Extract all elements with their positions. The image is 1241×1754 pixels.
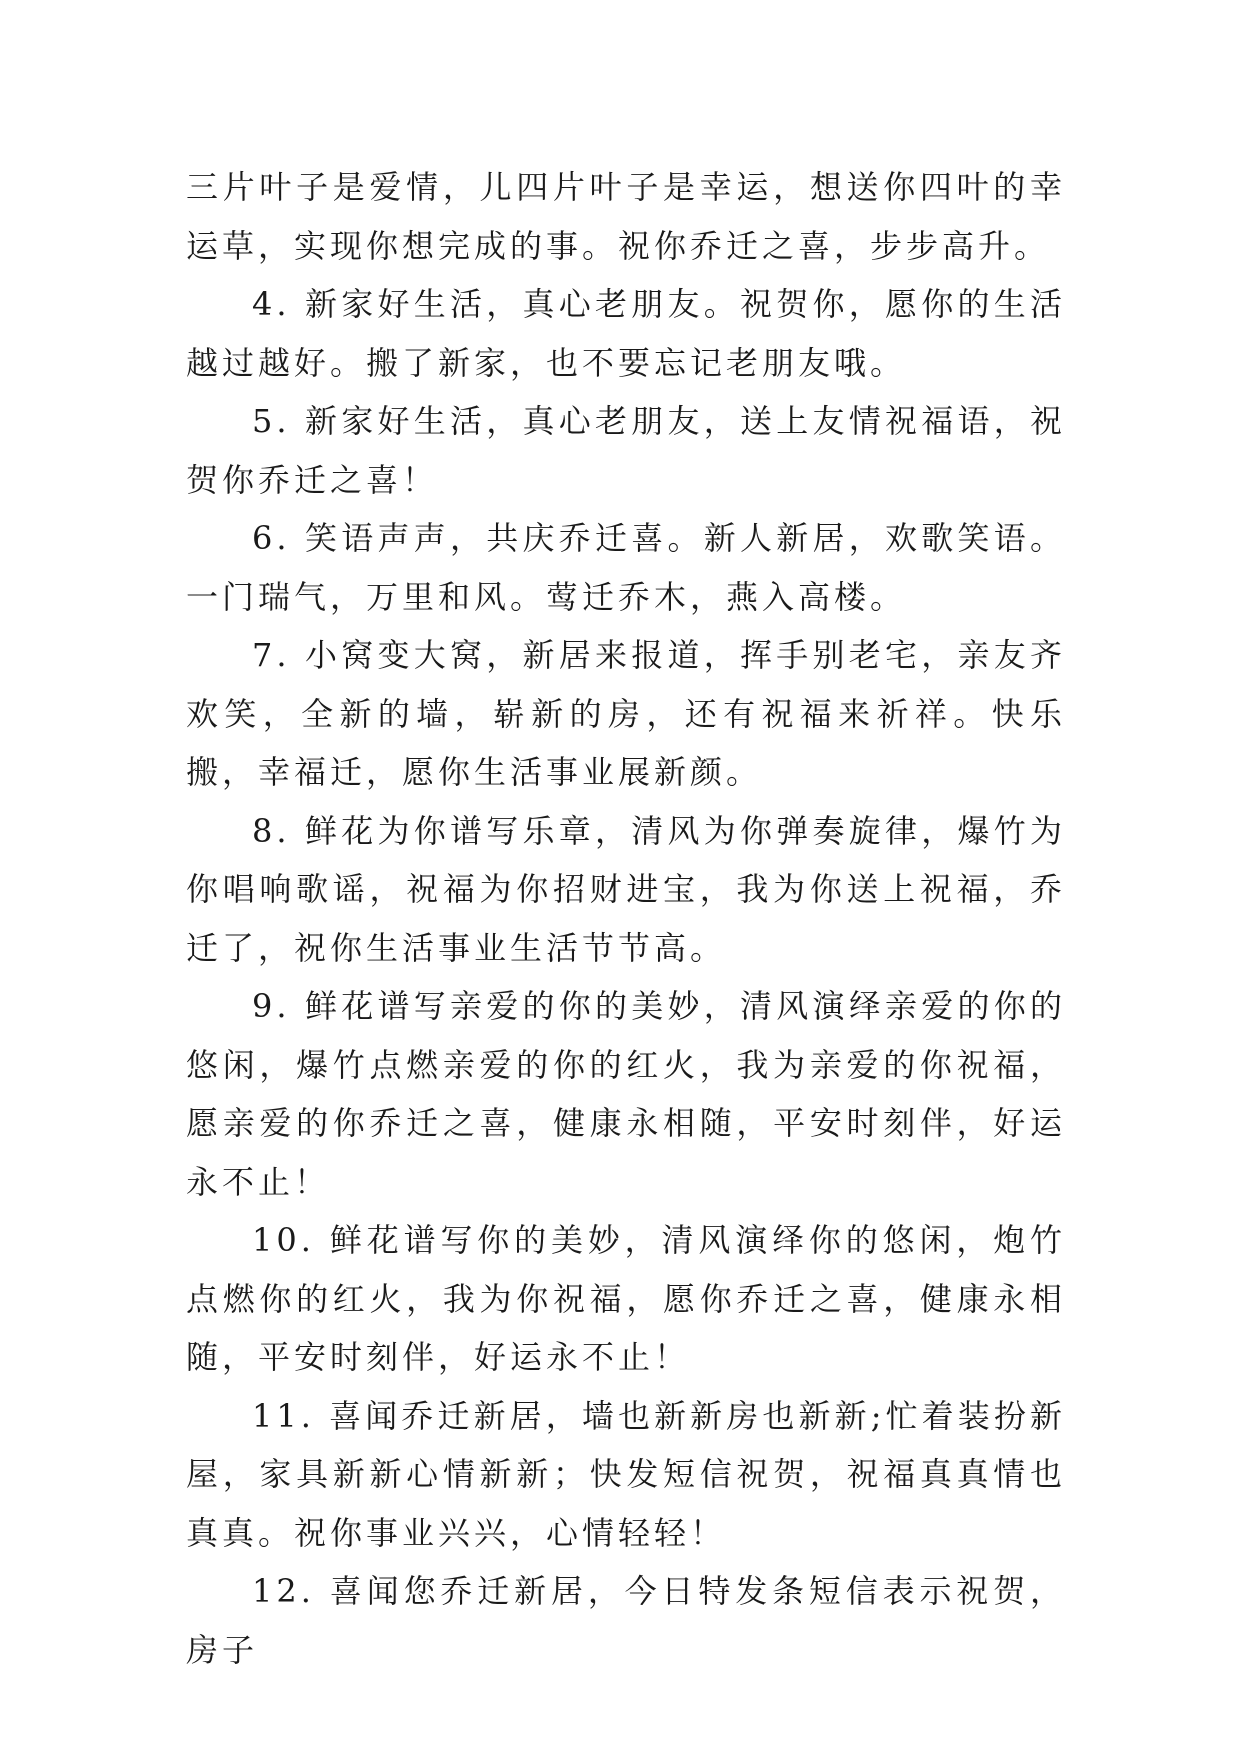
- paragraph-continuation: 三片叶子是爱情，儿四片叶子是幸运，想送你四叶的幸运草，实现你想完成的事。祝你乔迁之喜，步步高升。: [186, 168, 1066, 265]
- list-item-11: 11. 喜闻乔迁新居，墙也新新房也新新;忙着装扮新屋，家具新新心情新新；快发短信祝贺，祝福真真情也真真。祝你事业兴兴，心情轻轻！: [186, 1396, 1066, 1552]
- list-item-4: 4. 新家好生活，真心老朋友。祝贺你，愿你的生活越过越好。搬了新家，也不要忘记老朋友哦。: [186, 285, 1066, 382]
- list-item-8: 8. 鲜花为你谱写乐章，清风为你弹奏旋律，爆竹为你唱响歌谣，祝福为你招财进宝，我为你送上祝福，乔迁了，祝你生活事业生活节节高。: [186, 811, 1066, 967]
- list-item-9: 9. 鲜花谱写亲爱的你的美妙，清风演绎亲爱的你的悠闲，爆竹点燃亲爱的你的红火，我为亲爱的你祝福，愿亲爱的你乔迁之喜，健康永相随，平安时刻伴，好运永不止！: [186, 987, 1066, 1201]
- list-item-7: 7. 小窝变大窝，新居来报道，挥手别老宅，亲友齐欢笑，全新的墙，崭新的房，还有祝福来祈祥。快乐搬，幸福迁，愿你生活事业展新颜。: [186, 636, 1066, 791]
- list-item-5: 5. 新家好生活，真心老朋友，送上友情祝福语，祝贺你乔迁之喜！: [186, 402, 1066, 499]
- list-item-10: 10. 鲜花谱写你的美妙，清风演绎你的悠闲，炮竹点燃你的红火，我为你祝福，愿你乔迁之喜，健康永相随，平安时刻伴，好运永不止！: [186, 1221, 1066, 1376]
- document-body: [186, 158, 1066, 1679]
- list-item-12: 12. 喜闻您乔迁新居，今日特发条短信表示祝贺，房子: [186, 1572, 1066, 1669]
- list-item-6: 6. 笑语声声，共庆乔迁喜。新人新居，欢歌笑语。一门瑞气，万里和风。莺迁乔木，燕入高楼。: [186, 519, 1066, 616]
